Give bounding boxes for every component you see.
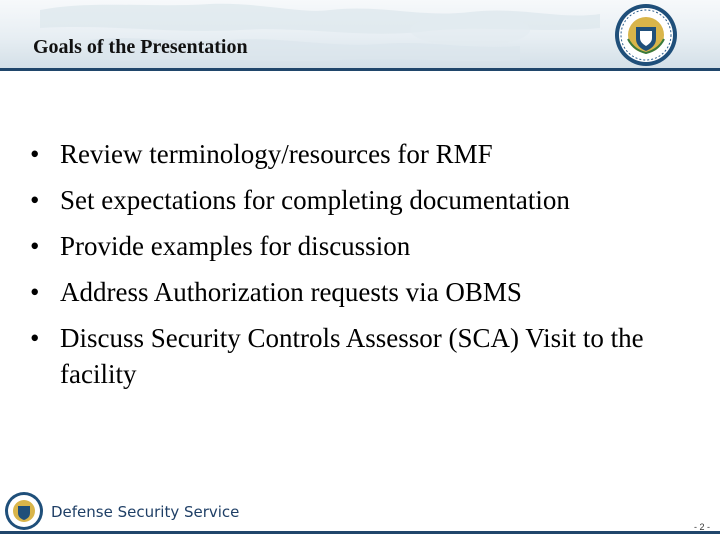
bullet-item [30, 274, 690, 310]
bullet-item [30, 228, 690, 264]
bullet-marker: • [30, 323, 40, 353]
slide-header [0, 0, 720, 68]
bullet-marker: • [30, 231, 40, 261]
slide-title: Goals of the Presentation [33, 36, 248, 58]
header-divider [0, 68, 720, 71]
bullet-text: Review terminology/resources for RMF [60, 139, 493, 169]
dss-logo-icon [4, 491, 44, 531]
bullet-list [30, 136, 690, 402]
organization-name: Defense Security Service [51, 503, 240, 521]
dss-seal-icon [614, 3, 678, 67]
bullet-marker: • [30, 139, 40, 169]
footer-divider [0, 531, 720, 534]
bullet-text: Address Authorization requests via OBMS [60, 277, 522, 307]
bullet-marker: • [30, 185, 40, 215]
bullet-text: Set expectations for completing documentation [60, 185, 570, 215]
page-number: - 2 - [693, 522, 710, 532]
bullet-item [30, 136, 690, 172]
bullet-text: Discuss Security Controls Assessor (SCA) Visit to the facility [60, 323, 644, 389]
bullet-item [30, 320, 690, 392]
bullet-marker: • [30, 277, 40, 307]
bullet-text: Provide examples for discussion [60, 231, 411, 261]
bullet-item [30, 182, 690, 218]
